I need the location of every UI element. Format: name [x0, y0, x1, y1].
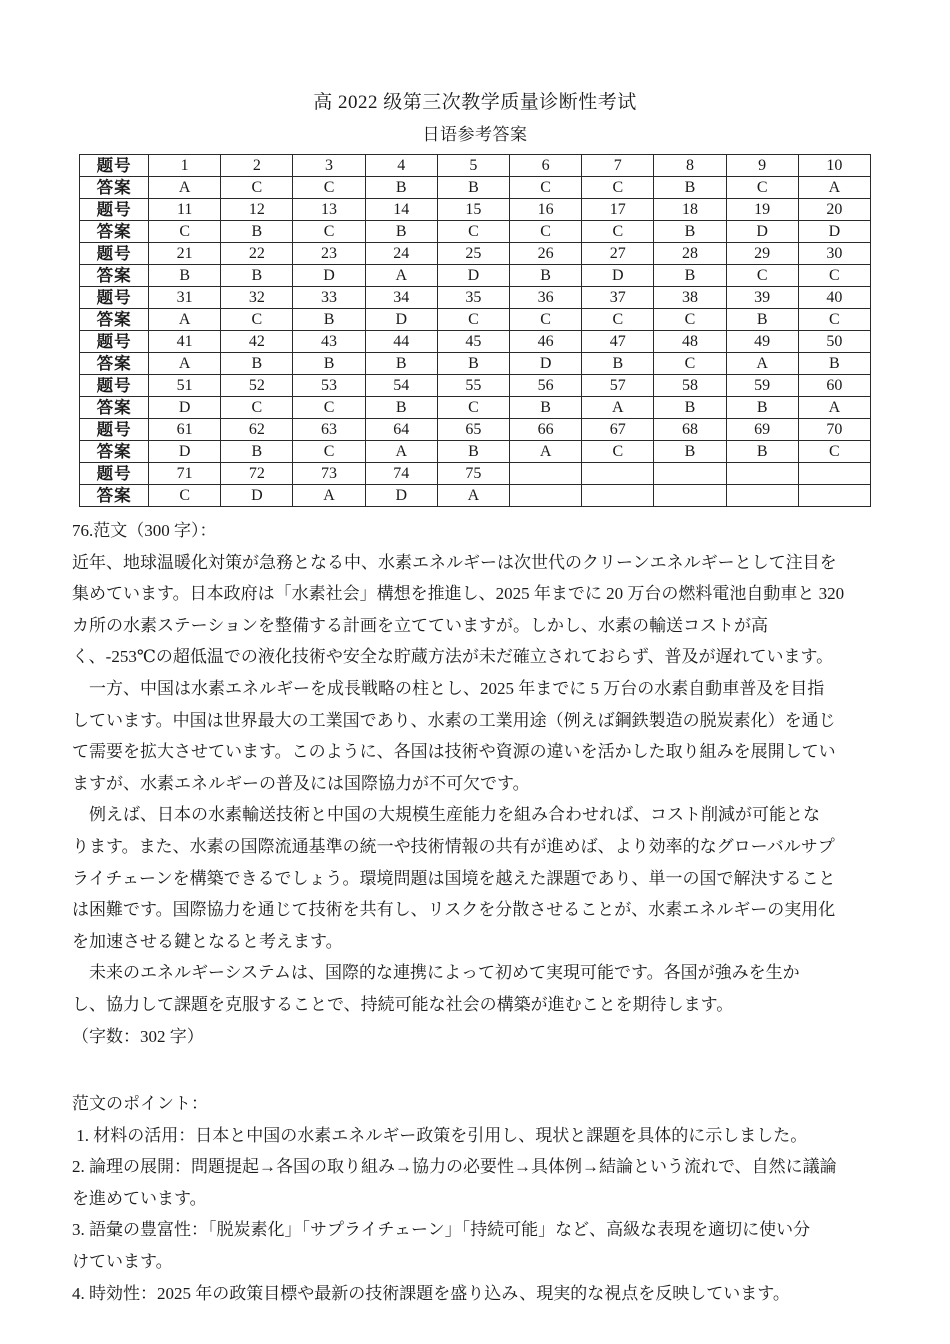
table-row — [80, 485, 871, 507]
answer-cell: C — [437, 397, 509, 419]
essay-lines — [72, 547, 878, 1053]
question-number-cell: 15 — [437, 199, 509, 221]
question-number-cell: 14 — [365, 199, 437, 221]
answer-cell: B — [437, 353, 509, 375]
row-header-question: 题号 — [80, 287, 149, 309]
answer-cell: D — [582, 265, 654, 287]
answer-cell: B — [437, 441, 509, 463]
table-row — [80, 287, 871, 309]
answer-cell: C — [726, 265, 798, 287]
question-number-cell: 42 — [221, 331, 293, 353]
answer-cell: B — [798, 353, 870, 375]
question-number-cell: 52 — [221, 375, 293, 397]
answer-cell: B — [293, 309, 365, 331]
question-number-cell: 49 — [726, 331, 798, 353]
answer-cell: D — [293, 265, 365, 287]
answer-table-body — [80, 155, 871, 507]
question-number-cell: 4 — [365, 155, 437, 177]
question-number-cell — [726, 463, 798, 485]
row-header-question: 题号 — [80, 155, 149, 177]
answer-cell: C — [798, 309, 870, 331]
answer-cell: C — [293, 221, 365, 243]
answer-cell: C — [726, 177, 798, 199]
answer-cell — [510, 485, 582, 507]
question-number-cell: 58 — [654, 375, 726, 397]
table-row — [80, 331, 871, 353]
answer-cell: C — [582, 221, 654, 243]
question-number-cell: 29 — [726, 243, 798, 265]
answer-cell: B — [293, 353, 365, 375]
answer-cell: B — [510, 397, 582, 419]
question-number-cell: 19 — [726, 199, 798, 221]
answer-cell: D — [149, 441, 221, 463]
question-number-cell — [510, 463, 582, 485]
question-number-cell: 8 — [654, 155, 726, 177]
answer-cell: B — [726, 397, 798, 419]
question-number-cell: 13 — [293, 199, 365, 221]
question-number-cell: 70 — [798, 419, 870, 441]
answer-cell: B — [365, 397, 437, 419]
text-line: 3. 語彙の豊富性：「脱炭素化」「サプライチェーン」「持続可能」など、高級な表現を適切に使い分 — [72, 1220, 811, 1240]
question-number-cell — [582, 463, 654, 485]
answer-cell: B — [654, 441, 726, 463]
question-number-cell: 27 — [582, 243, 654, 265]
page-subtitle: 日语参考答案 — [422, 125, 528, 144]
answer-cell: B — [365, 177, 437, 199]
question-number-cell: 18 — [654, 199, 726, 221]
question-number-cell: 44 — [365, 331, 437, 353]
answer-cell: B — [437, 177, 509, 199]
question-number-cell: 39 — [726, 287, 798, 309]
question-number-cell: 64 — [365, 419, 437, 441]
text-line: しています。中国は世界最大の工業国であり、水素の工業用途（例えば鋼鉄製造の脱炭素化）を通じ — [72, 710, 836, 730]
question-number-cell: 51 — [149, 375, 221, 397]
question-number-cell: 67 — [582, 419, 654, 441]
row-header-question: 题号 — [80, 243, 149, 265]
row-header-answer: 答案 — [80, 485, 149, 507]
text-line: カ所の水素ステーションを整備する計画を立てていますが。しかし、水素の輸送コストが高 — [72, 615, 768, 635]
question-number-cell: 73 — [293, 463, 365, 485]
row-header-question: 题号 — [80, 375, 149, 397]
text-line: 一方、中国は水素エネルギーを成長戦略の柱とし、2025 年までに 5 万台の水素自動車普及を目指 — [72, 678, 825, 698]
text-line: ますが、水素エネルギーの普及には国際協力が不可欠です。 — [72, 773, 530, 793]
question-number-cell: 38 — [654, 287, 726, 309]
question-number-cell: 6 — [510, 155, 582, 177]
row-header-question: 题号 — [80, 419, 149, 441]
answer-cell: B — [221, 441, 293, 463]
text-line: を加速させる鍵となると考えます。 — [72, 931, 343, 951]
answer-cell: B — [365, 221, 437, 243]
question-number-cell: 26 — [510, 243, 582, 265]
answer-cell: A — [149, 309, 221, 331]
answer-cell: A — [798, 177, 870, 199]
question-number-cell: 66 — [510, 419, 582, 441]
answer-cell — [582, 485, 654, 507]
row-header-question: 题号 — [80, 199, 149, 221]
question-number-cell: 50 — [798, 331, 870, 353]
question-number-cell: 47 — [582, 331, 654, 353]
row-header-answer: 答案 — [80, 397, 149, 419]
question-number-cell — [798, 463, 870, 485]
question-number-cell: 5 — [437, 155, 509, 177]
answer-cell: D — [365, 485, 437, 507]
question-number-cell: 55 — [437, 375, 509, 397]
answer-key-table — [79, 154, 871, 507]
answer-cell: B — [221, 221, 293, 243]
question-number-cell: 46 — [510, 331, 582, 353]
question-number-cell: 10 — [798, 155, 870, 177]
text-line: し、協力して課題を克服することで、持続可能な社会の構築が進むことを期待します。 — [72, 994, 734, 1014]
points-lines — [72, 1120, 878, 1310]
answer-cell: B — [654, 265, 726, 287]
answer-cell: B — [149, 265, 221, 287]
question-number-cell: 61 — [149, 419, 221, 441]
question-number-cell: 25 — [437, 243, 509, 265]
question-number-cell: 68 — [654, 419, 726, 441]
answer-cell — [798, 485, 870, 507]
answer-cell: D — [798, 221, 870, 243]
answer-cell: B — [654, 397, 726, 419]
answer-cell: C — [582, 441, 654, 463]
question-number-cell: 40 — [798, 287, 870, 309]
question-number-cell: 2 — [221, 155, 293, 177]
text-line: 近年、地球温暖化対策が急務となる中、水素エネルギーは次世代のクリーンエネルギーとして注目を — [72, 552, 837, 572]
section-gap — [72, 1052, 878, 1088]
text-line: 4. 時効性：2025 年の政策目標や最新の技術課題を盛り込み、現実的な視点を反映しています。 — [72, 1283, 790, 1303]
answer-cell: A — [798, 397, 870, 419]
question-number-cell: 65 — [437, 419, 509, 441]
text-line: く、-253℃の超低温での液化技術や安全な貯蔵方法が未だ確立されておらず、普及が遅れています。 — [72, 647, 834, 667]
answer-cell: D — [149, 397, 221, 419]
text-line: て需要を拡大させています。このように、各国は技術や資源の違いを活かした取り組みを展開してい — [72, 742, 836, 762]
answer-cell: C — [798, 265, 870, 287]
row-header-answer: 答案 — [80, 441, 149, 463]
text-line: を進めています。 — [72, 1188, 207, 1208]
row-header-answer: 答案 — [80, 221, 149, 243]
question-number-cell: 57 — [582, 375, 654, 397]
table-row — [80, 397, 871, 419]
text-line: ライチェーンを構築できるでしょう。環境問題は国境を越えた課題であり、単一の国で解決すること — [72, 868, 836, 888]
answer-cell: B — [654, 177, 726, 199]
answer-cell: B — [726, 441, 798, 463]
question-number-cell: 12 — [221, 199, 293, 221]
answer-cell: C — [798, 441, 870, 463]
page-title: 高 2022 级第三次教学质量诊断性考试 — [313, 92, 637, 113]
question-number-cell: 48 — [654, 331, 726, 353]
question-number-cell: 16 — [510, 199, 582, 221]
table-row — [80, 243, 871, 265]
answer-cell: A — [149, 353, 221, 375]
question-number-cell: 33 — [293, 287, 365, 309]
table-row — [80, 353, 871, 375]
answer-cell: C — [221, 397, 293, 419]
question-number-cell: 17 — [582, 199, 654, 221]
question-number-cell: 3 — [293, 155, 365, 177]
table-row — [80, 265, 871, 287]
answer-cell: C — [437, 309, 509, 331]
text-line: は困難です。国際協力を通じて技術を共有し、リスクを分散させることが、水素エネルギーの実用化 — [72, 900, 836, 920]
question-number-cell: 35 — [437, 287, 509, 309]
question-number-cell: 72 — [221, 463, 293, 485]
answer-cell: B — [510, 265, 582, 287]
answer-cell: D — [510, 353, 582, 375]
row-header-answer: 答案 — [80, 353, 149, 375]
question-number-cell: 1 — [149, 155, 221, 177]
answer-cell: A — [293, 485, 365, 507]
answer-cell: C — [510, 309, 582, 331]
answer-cell: C — [293, 397, 365, 419]
answer-cell: A — [582, 397, 654, 419]
row-header-answer: 答案 — [80, 309, 149, 331]
answer-cell: C — [437, 221, 509, 243]
answer-cell: C — [582, 309, 654, 331]
question-number-cell: 20 — [798, 199, 870, 221]
answer-cell: B — [221, 265, 293, 287]
question-number-cell: 41 — [149, 331, 221, 353]
text-line: 集めています。日本政府は「水素社会」構想を推進し、2025 年までに 20 万台の燃料電池自動車と 320 — [72, 584, 845, 604]
answer-cell: D — [437, 265, 509, 287]
points-heading: 范文のポイント： — [72, 1094, 208, 1114]
text-line: けています。 — [72, 1252, 173, 1272]
table-row — [80, 221, 871, 243]
question-number-cell: 28 — [654, 243, 726, 265]
question-number-cell: 32 — [221, 287, 293, 309]
table-row — [80, 309, 871, 331]
question-number-cell: 56 — [510, 375, 582, 397]
answer-cell: C — [510, 177, 582, 199]
question-number-cell: 43 — [293, 331, 365, 353]
table-row — [80, 463, 871, 485]
text-line: ります。また、水素の国際流通基準の統一や技術情報の共有が進めば、より効率的なグローバルサプ — [72, 836, 835, 856]
question-number-cell: 7 — [582, 155, 654, 177]
table-row — [80, 199, 871, 221]
question-number-cell: 11 — [149, 199, 221, 221]
answer-cell: A — [365, 265, 437, 287]
answer-cell: B — [221, 353, 293, 375]
row-header-answer: 答案 — [80, 177, 149, 199]
answer-cell: B — [726, 309, 798, 331]
answer-cell: C — [221, 309, 293, 331]
text-line: 例えば、日本の水素輸送技術と中国の大規模生産能力を組み合わせれば、コスト削減が可能とな — [72, 805, 820, 825]
answer-cell: B — [582, 353, 654, 375]
question-number-cell: 59 — [726, 375, 798, 397]
question-number-cell: 54 — [365, 375, 437, 397]
question-number-cell: 62 — [221, 419, 293, 441]
answer-cell: A — [437, 485, 509, 507]
answer-cell: B — [365, 353, 437, 375]
question-number-cell: 30 — [798, 243, 870, 265]
question-number-cell: 9 — [726, 155, 798, 177]
answer-cell: D — [726, 221, 798, 243]
question-number-cell: 63 — [293, 419, 365, 441]
answer-cell: A — [510, 441, 582, 463]
question-number-cell: 21 — [149, 243, 221, 265]
question-number-cell: 37 — [582, 287, 654, 309]
table-row — [80, 441, 871, 463]
question-number-cell: 24 — [365, 243, 437, 265]
table-row — [80, 419, 871, 441]
question-number-cell: 71 — [149, 463, 221, 485]
answer-cell: C — [654, 309, 726, 331]
answer-cell: D — [221, 485, 293, 507]
question-number-cell: 69 — [726, 419, 798, 441]
essay-heading: 76.范文（300 字）： — [72, 521, 217, 540]
text-line: 未来のエネルギーシステムは、国際的な連携によって初めて実現可能です。各国が強みを生か — [72, 963, 800, 983]
question-number-cell: 23 — [293, 243, 365, 265]
question-number-cell: 75 — [437, 463, 509, 485]
answer-cell: B — [654, 221, 726, 243]
question-number-cell: 53 — [293, 375, 365, 397]
answer-cell: C — [149, 221, 221, 243]
answer-cell: C — [293, 441, 365, 463]
answer-cell: C — [582, 177, 654, 199]
answer-cell — [726, 485, 798, 507]
answer-cell: A — [149, 177, 221, 199]
question-number-cell: 45 — [437, 331, 509, 353]
answer-cell: A — [365, 441, 437, 463]
table-row — [80, 155, 871, 177]
table-row — [80, 375, 871, 397]
row-header-question: 题号 — [80, 331, 149, 353]
essay-section — [72, 515, 878, 1309]
question-number-cell: 74 — [365, 463, 437, 485]
answer-cell — [654, 485, 726, 507]
text-line: 2. 論理の展開：問題提起→各国の取り組み→協力の必要性→具体例→結論という流れで、自然に議論 — [72, 1157, 837, 1177]
answer-cell: C — [221, 177, 293, 199]
table-row — [80, 177, 871, 199]
answer-cell: C — [510, 221, 582, 243]
text-line: 1. 材料の活用：日本と中国の水素エネルギー政策を引用し、現状と課題を具体的に示しました。 — [72, 1125, 808, 1145]
question-number-cell: 31 — [149, 287, 221, 309]
row-header-answer: 答案 — [80, 265, 149, 287]
answer-cell: C — [654, 353, 726, 375]
question-number-cell: 34 — [365, 287, 437, 309]
answer-cell: C — [293, 177, 365, 199]
text-line: （字数：302 字） — [72, 1026, 204, 1046]
question-number-cell — [654, 463, 726, 485]
question-number-cell: 22 — [221, 243, 293, 265]
answer-cell: D — [365, 309, 437, 331]
question-number-cell: 36 — [510, 287, 582, 309]
answer-cell: C — [149, 485, 221, 507]
question-number-cell: 60 — [798, 375, 870, 397]
answer-cell: A — [726, 353, 798, 375]
row-header-question: 题号 — [80, 463, 149, 485]
